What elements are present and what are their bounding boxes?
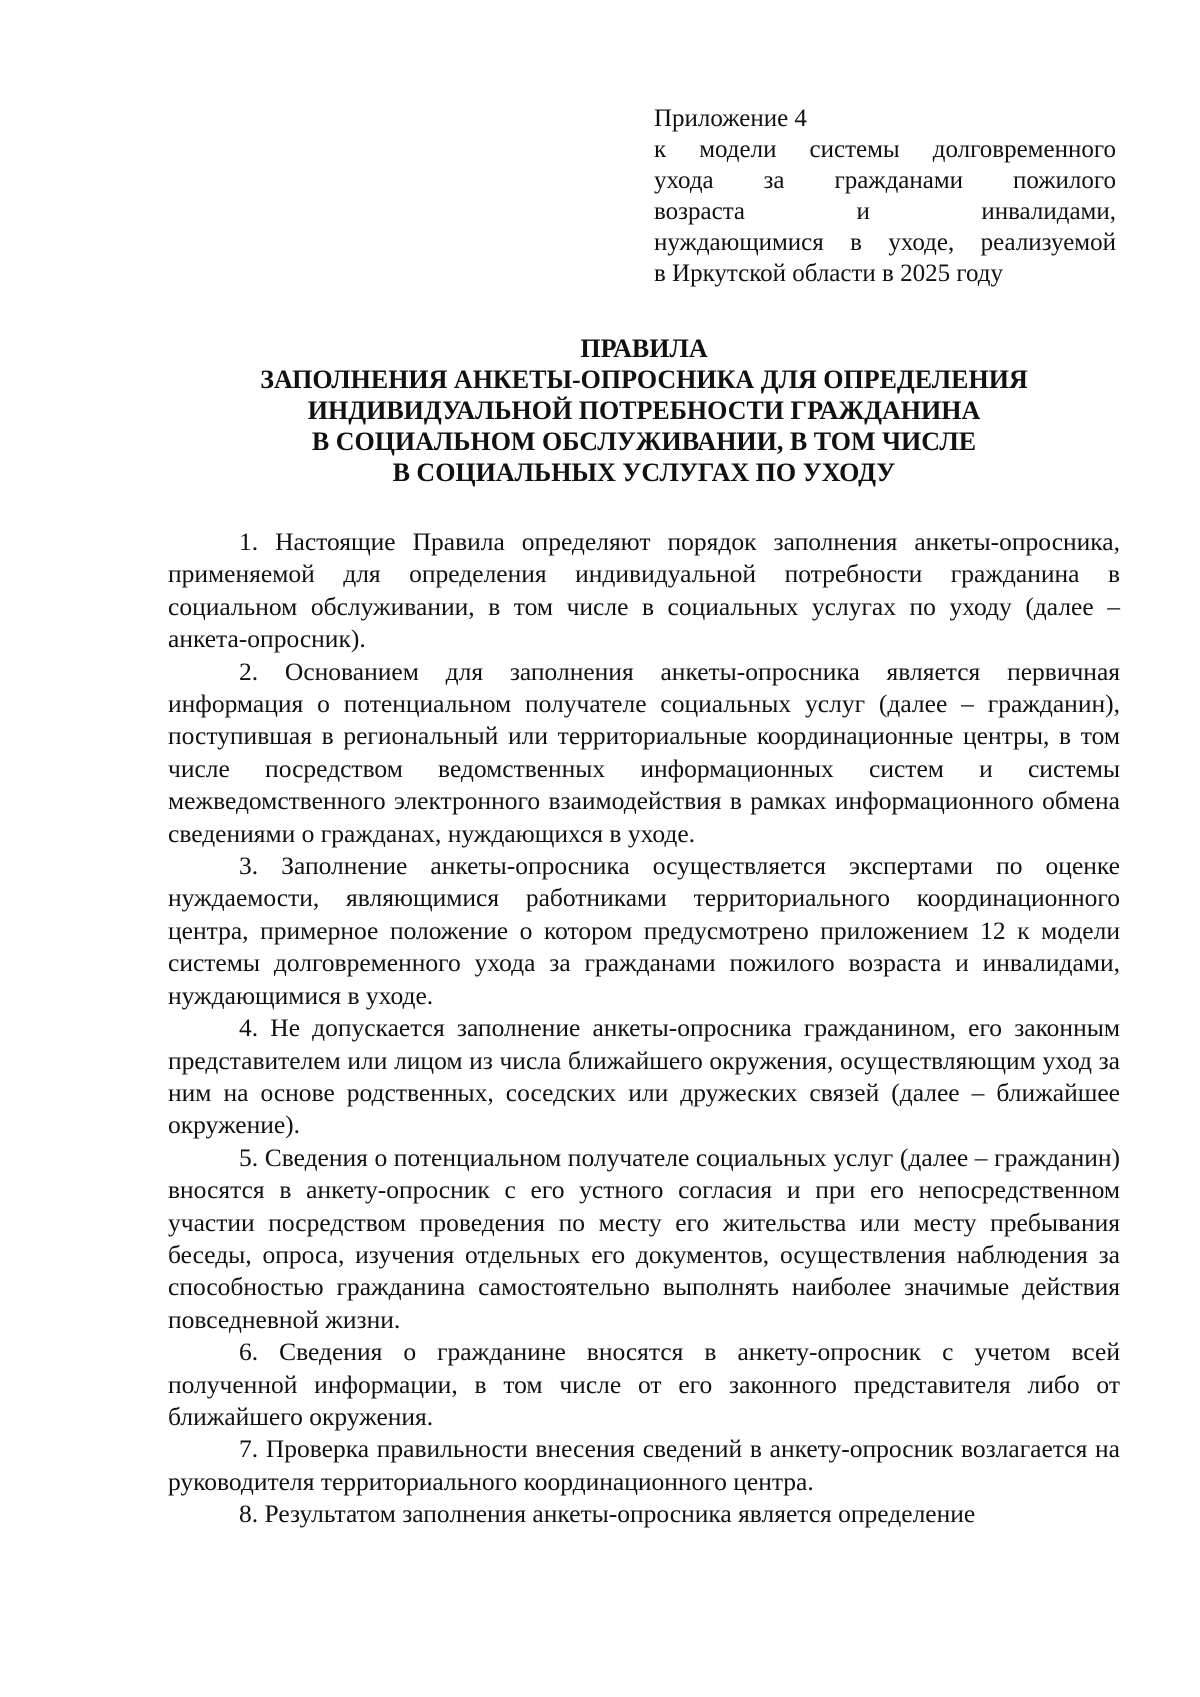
title-line: ЗАПОЛНЕНИЯ АНКЕТЫ-ОПРОСНИКА ДЛЯ ОПРЕДЕЛЕНИЯ (260, 365, 1028, 394)
document-title (168, 333, 1120, 488)
paragraph-5: 5. Сведения о потенциальном получателе социальных услуг (далее – гражданин) вносятся в анкету-опросник с его устного согласия и при его непосредственном участии посредством проведения по месту его жительства или месту пребывания беседы, опроса, изучения отдельных его документов, осуществления наблюдения за способностью гражданина самостоятельно выполнять наиболее значимые действия повседневной жизни. (168, 1142, 1120, 1334)
appendix-line: возраста и инвалидами, (654, 198, 1116, 225)
paragraph-7: 7. Проверка правильности внесения сведений в анкету-опросник возлагается на руководителя территориального координационного центра. (168, 1434, 1120, 1496)
title-line: ПРАВИЛА (580, 334, 708, 363)
appendix-line: ухода за гражданами пожилого (654, 167, 1116, 194)
appendix-line: Приложение 4 (654, 105, 807, 132)
paragraph-4: 4. Не допускается заполнение анкеты-опросника гражданином, его законным представителем или лицом из числа ближайшего окружения, осуществляющим уход за ним на основе родственных, соседских или дружеских связей (далее – ближайшее окружение). (168, 1013, 1120, 1140)
appendix-line: нуждающимися в уходе, реализуемой (654, 229, 1116, 256)
appendix-line: к модели системы долговременного (654, 136, 1116, 163)
paragraph-6: 6. Сведения о гражданине вносятся в анкету-опросник с учетом всей полученной информации, в том числе от его законного представителя либо от ближайшего окружения. (168, 1337, 1120, 1431)
appendix-note (654, 103, 1116, 289)
paragraph-2: 2. Основанием для заполнения анкеты-опросника является первичная информация о потенциальном получателе социальных услуг (далее – гражданин), поступившая в региональный или территориальные координационные центры, в том числе посредством ведомственных информационных систем и системы межведомственного электронного взаимодействия в рамках информационного обмена сведениями о гражданах, нуждающихся в уходе. (168, 656, 1120, 848)
paragraph-1: 1. Настоящие Правила определяют порядок заполнения анкеты-опросника, применяемой для определения индивидуальной потребности гражданина в социальном обслуживании, в том числе в социальных услугах по уходу (далее – анкета-опросник). (168, 527, 1120, 654)
title-line: В СОЦИАЛЬНОМ ОБСЛУЖИВАНИИ, В ТОМ ЧИСЛЕ (311, 427, 977, 456)
appendix-line: в Иркутской области в 2025 году (654, 260, 1003, 287)
document-body (168, 526, 1120, 1531)
title-line: В СОЦИАЛЬНЫХ УСЛУГАХ ПО УХОДУ (392, 458, 896, 487)
paragraph-8: 8. Результатом заполнения анкеты-опросника является определение (239, 1499, 976, 1529)
title-line: ИНДИВИДУАЛЬНОЙ ПОТРЕБНОСТИ ГРАЖДАНИНА (307, 396, 981, 425)
paragraph-3: 3. Заполнение анкеты-опросника осуществляется экспертами по оценке нуждаемости, являющимися работниками территориального координационного центра, примерное положение о котором предусмотрено приложением 12 к модели системы долговременного ухода за гражданами пожилого возраста и инвалидами, нуждающимися в уходе. (168, 851, 1120, 1010)
